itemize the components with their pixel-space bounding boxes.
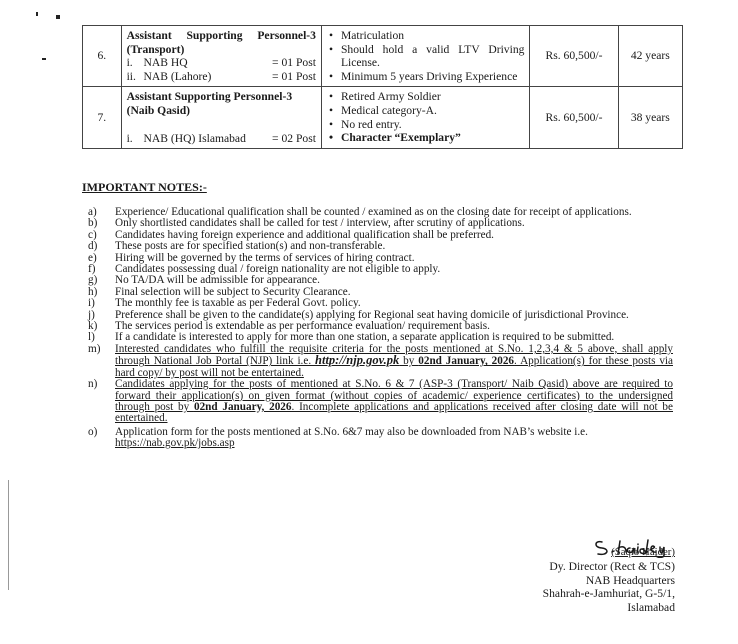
table-row	[83, 87, 683, 149]
note-item: i) The monthly fee is taxable as per Federal Govt. policy.	[88, 297, 361, 310]
post-title: Assistant Supporting Personnel-3 (Naib Qasid)	[126, 90, 293, 117]
post-location: ii. NAB (Lahore) = 01 Post	[126, 69, 316, 83]
note-item-njp: m) Interested candidates who fulfill the requisite criteria for the posts mentioned at S.No. 1,2,3,4 & 5 above, shall apply through National Job Portal (NJP) link i.e. http://njp.gov.pk by 02nd January, 2026. Application(s) for these posts via hard copy/ by post will not be entertained.	[88, 342, 673, 379]
qualification-cell	[321, 26, 529, 87]
note-item: c) Candidates having foreign experience and additional qualification shall be preferred.	[88, 228, 494, 241]
note-item: d) These posts are for specified station(s) and non-transferable.	[88, 240, 386, 253]
njp-link[interactable]: http://njp.gov.pk	[315, 353, 400, 368]
note-item: g) No TA/DA will be admissible for appearance.	[88, 274, 320, 287]
qualification-item: • Minimum 5 years Driving Experience	[327, 70, 524, 84]
note-item: j) Preference shall be given to the candidate(s) applying for Regional seat having domicile of jurisdictional Province.	[88, 308, 629, 321]
qualification-item: • Medical category-A.	[327, 104, 524, 118]
post-title: Assistant Supporting Personnel-3 (Transport)	[126, 29, 316, 56]
pay-cell: Rs. 60,500/-	[530, 26, 618, 87]
note-item: b) Only shortlisted candidates shall be called for test / interview, after scrutiny of applications.	[88, 217, 525, 230]
signatory-city: Islamabad	[627, 601, 675, 615]
note-item: k) The services period is extendable as per performance evaluation/ requirement basis.	[88, 320, 490, 333]
qualification-item: • No red entry.	[327, 118, 524, 132]
signatory-office: NAB Headquarters	[585, 573, 675, 587]
note-item: h) Final selection will be subject to Security Clearance.	[88, 285, 351, 298]
signatory-name: (Saqib Haider)	[611, 546, 675, 558]
serial-number: 7.	[83, 87, 122, 149]
note-item: e) Hiring will be governed by the terms of services of hiring contract.	[88, 251, 415, 264]
qualification-item: • Matriculation	[327, 29, 524, 43]
serial-number: 6.	[83, 26, 122, 87]
posts-table	[82, 25, 683, 149]
signatory-designation: Dy. Director (Rect & TCS)	[549, 559, 675, 573]
deadline-date: 02nd January, 2026	[193, 400, 292, 413]
post-cell	[121, 26, 321, 87]
qualification-item: • Should hold a valid LTV Driving License.	[327, 43, 524, 70]
scan-mark	[8, 480, 9, 590]
scan-mark	[42, 58, 46, 60]
post-location: i. NAB (HQ) Islamabad = 02 Post	[126, 131, 316, 145]
qualification-item: • Retired Army Soldier	[327, 90, 524, 104]
signatory-address: Shahrah-e-Jamhuriat, G-5/1,	[542, 587, 675, 601]
note-item-post: n) Candidates applying for the posts of mentioned at S.No. 6 & 7 (ASP-3 (Transport/ Naib Qasid) above are required to forward their application(s) on given format (without copies of academic/ experience certificates) to the undersigned through post by 02nd January, 2026. Incomplete applications and applications received after closing date will not be entertained.	[88, 378, 673, 425]
note-item: f) Candidates possessing dual / foreign nationality are not eligible to apply.	[88, 263, 441, 276]
signature-block	[535, 534, 675, 615]
note-item-download: o) Application form for the posts mentioned at S.No. 6&7 may also be downloaded from NAB’s website i.e. https://nab.gov.pk/jobs.asp	[88, 425, 588, 450]
qualification-item: • Character “Exemplary”	[327, 131, 524, 145]
scan-mark	[36, 12, 38, 16]
note-item: l) If a candidate is interested to apply for more than one station, a separate application is required to be submitted.	[88, 331, 615, 344]
scan-mark	[56, 15, 60, 19]
nab-jobs-link[interactable]: https://nab.gov.pk/jobs.asp	[115, 437, 235, 450]
deadline-date: 02nd January, 2026	[418, 355, 515, 368]
notes-heading: IMPORTANT NOTES:-	[82, 180, 207, 194]
notes-list	[88, 207, 673, 450]
post-location: i. NAB HQ = 01 Post	[126, 56, 316, 70]
age-cell: 38 years	[618, 87, 682, 149]
post-cell	[121, 87, 321, 149]
note-item: a) Experience/ Educational qualification shall be counted / examined as on the closing date for receipt of applications.	[88, 206, 632, 218]
table-row	[83, 26, 683, 87]
pay-cell: Rs. 60,500/-	[530, 87, 618, 149]
age-cell: 42 years	[618, 26, 682, 87]
qualification-cell	[321, 87, 529, 149]
